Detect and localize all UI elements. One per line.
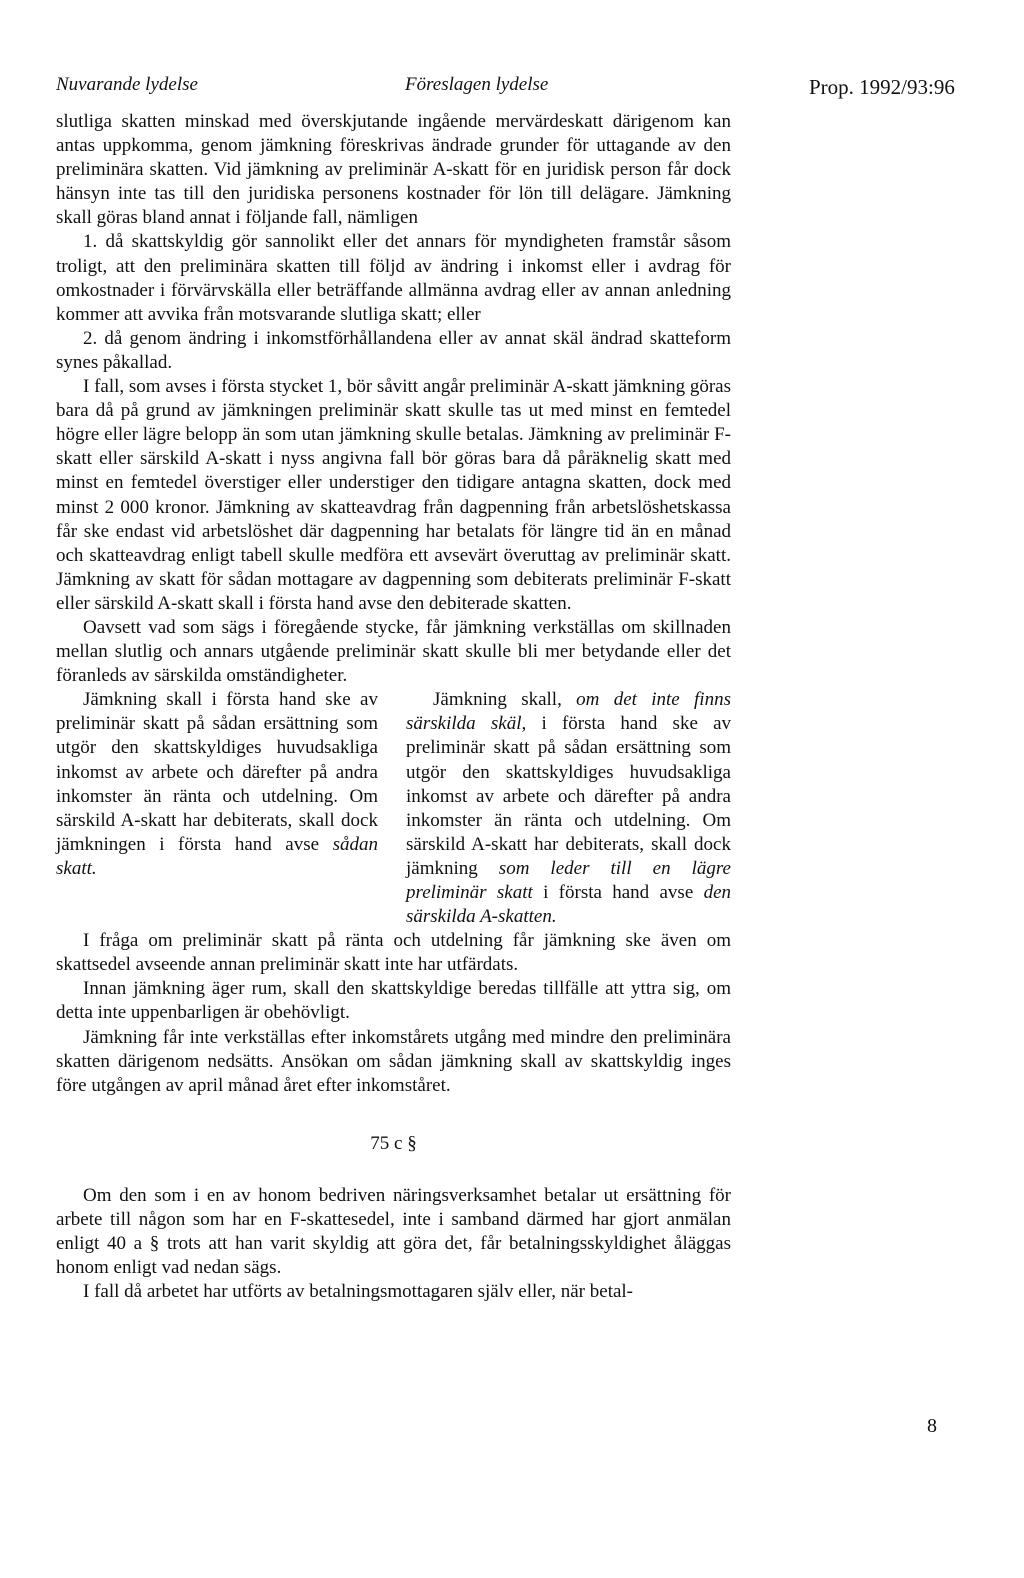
proposed-text-2: i första hand ske av preliminär skatt på sådan ersättning som utgör den skattskyldiges huvudsakliga inkomst av arbete och därefter på andra inkomster än ränta och utdelning. Om särskild A-skatt har debiterats, skall dock jämkning <box>406 713 732 879</box>
proposed-text-3: i första hand avse <box>532 882 704 903</box>
document-body <box>56 110 731 1304</box>
proposed-text-1: Jämkning skall, <box>433 689 577 711</box>
section-heading: 75 c § <box>370 1132 417 1154</box>
paragraph-deadline: Jämkning får inte verkställas efter inkomstårets utgång med mindre den preliminära skatten därigenom nedsätts. Ansökan om sådan jämkning skall av skattskyldig inges före utgången av april månad året efter inkomståret. <box>56 1026 731 1096</box>
proposed-wording-text <box>406 688 731 929</box>
current-wording-text <box>56 688 378 881</box>
header-proposed-wording: Föreslagen lydelse <box>405 74 549 95</box>
proposed-emphasis-3: den särskilda A-skatten. <box>406 882 732 928</box>
paragraph-adjustment-rules: I fall, som avses i första stycket 1, bör såvitt angår preliminär A-skatt jämkning göras bara då på grund av jämkningen preliminär skatt skulle tas ut med minst en femtedel högre eller lägre belopp än som utan jämkning skulle betalas. Jämkning av preliminär F-skatt eller särskild A-skatt i nyss angivna fall bör göras bara då påräknelig skatt med minst en femtedel överstiger eller understiger den tidigare antagna skatten, dock med minst 2 000 kronor. Jämkning av skatteavdrag från dagpenning från arbetslöshetskassa får ske endast vid arbetslöshet där dagpenning har betalats för längre tid än en månad och skatteavdrag enligt tabell skulle medföra ett avsevärt överuttag av preliminär skatt. Jämkning av skatt för sådan mottagare av dagpenning som debiterats preliminär F-skatt eller särskild A-skatt skall i första hand avse den debiterade skatten. <box>56 376 731 614</box>
proposed-emphasis-1: om det inte finns särskilda skäl, <box>406 689 731 735</box>
column-current <box>56 688 378 929</box>
header-current-wording: Nuvarande lydelse <box>56 74 198 95</box>
paragraph-continued: I fall då arbetet har utförts av betalningsmottagaren själv eller, när betal- <box>83 1281 634 1303</box>
current-text-emphasis: sådan skatt. <box>56 833 378 879</box>
paragraph-interest-dividend: I fråga om preliminär skatt på ränta och utdelning får jämkning ske även om skattsedel avseende annan preliminär skatt inte har utfärdats. <box>56 930 731 976</box>
list-item-1: 1. då skattskyldig gör sannolikt eller det annars för myndigheten framstår såsom troligt, att den preliminära skatten till följd av ändring i inkomst eller i avdrag för omkostnader i förvärvskälla eller beträffande allmänna avdrag eller av annan anledning kommer att avvika från motsvarande slutliga skatt; eller <box>56 231 731 325</box>
paragraph-payment-liability: Om den som i en av honom bedriven näringsverksamhet betalar ut ersättning för arbete till någon som har en F-skattesedel, inte i samband därmed har gjort anmälan enligt 40 a § trots att han varit skyldig att göra det, får betalningsskyldighet åläggas honom enligt vad nedan sägs. <box>56 1184 731 1279</box>
paragraph-intro: slutliga skatten minskad med överskjutande ingående mervärdeskatt därigenom kan antas uppkomma, genom jämkning föreskrivas ändrade grunder för uttagande av den preliminära skatten. Vid jämkning av preliminär A-skatt för en juridisk person får dock hänsyn inte tas till den juridiska personens kostnader för lön till delägare. Jämkning skall göras bland annat i följande fall, nämligen <box>56 111 731 229</box>
page-number: 8 <box>927 1415 937 1437</box>
list-item-2: 2. då genom ändring i inkomstförhållandena eller av annat skäl ändrad skatteform synes påkallad. <box>56 327 731 373</box>
current-text-main: Jämkning skall i första hand ske av preliminär skatt på sådan ersättning som utgör den skattskyldiges huvudsakliga inkomst av arbete och därefter på andra inkomster än ränta och utdelning. Om särskild A-skatt har debiterats, skall dock jämkningen i första hand avse <box>56 689 378 855</box>
column-proposed <box>406 688 731 929</box>
proposed-emphasis-2: som leder till en lägre preliminär skatt <box>406 857 731 903</box>
comparison-columns <box>56 688 731 929</box>
paragraph-regardless: Oavsett vad som sägs i föregående stycke, får jämkning verkställas om skillnaden mellan slutlig och annars utgående preliminär skatt skulle bli mer betydande eller det föranleds av särskilda omständigheter. <box>56 616 731 687</box>
header-prop-reference: Prop. 1992/93:96 <box>809 75 955 99</box>
paragraph-hearing: Innan jämkning äger rum, skall den skattskyldige beredas tillfälle att yttra sig, om detta inte uppenbarligen är obehövligt. <box>56 978 731 1024</box>
